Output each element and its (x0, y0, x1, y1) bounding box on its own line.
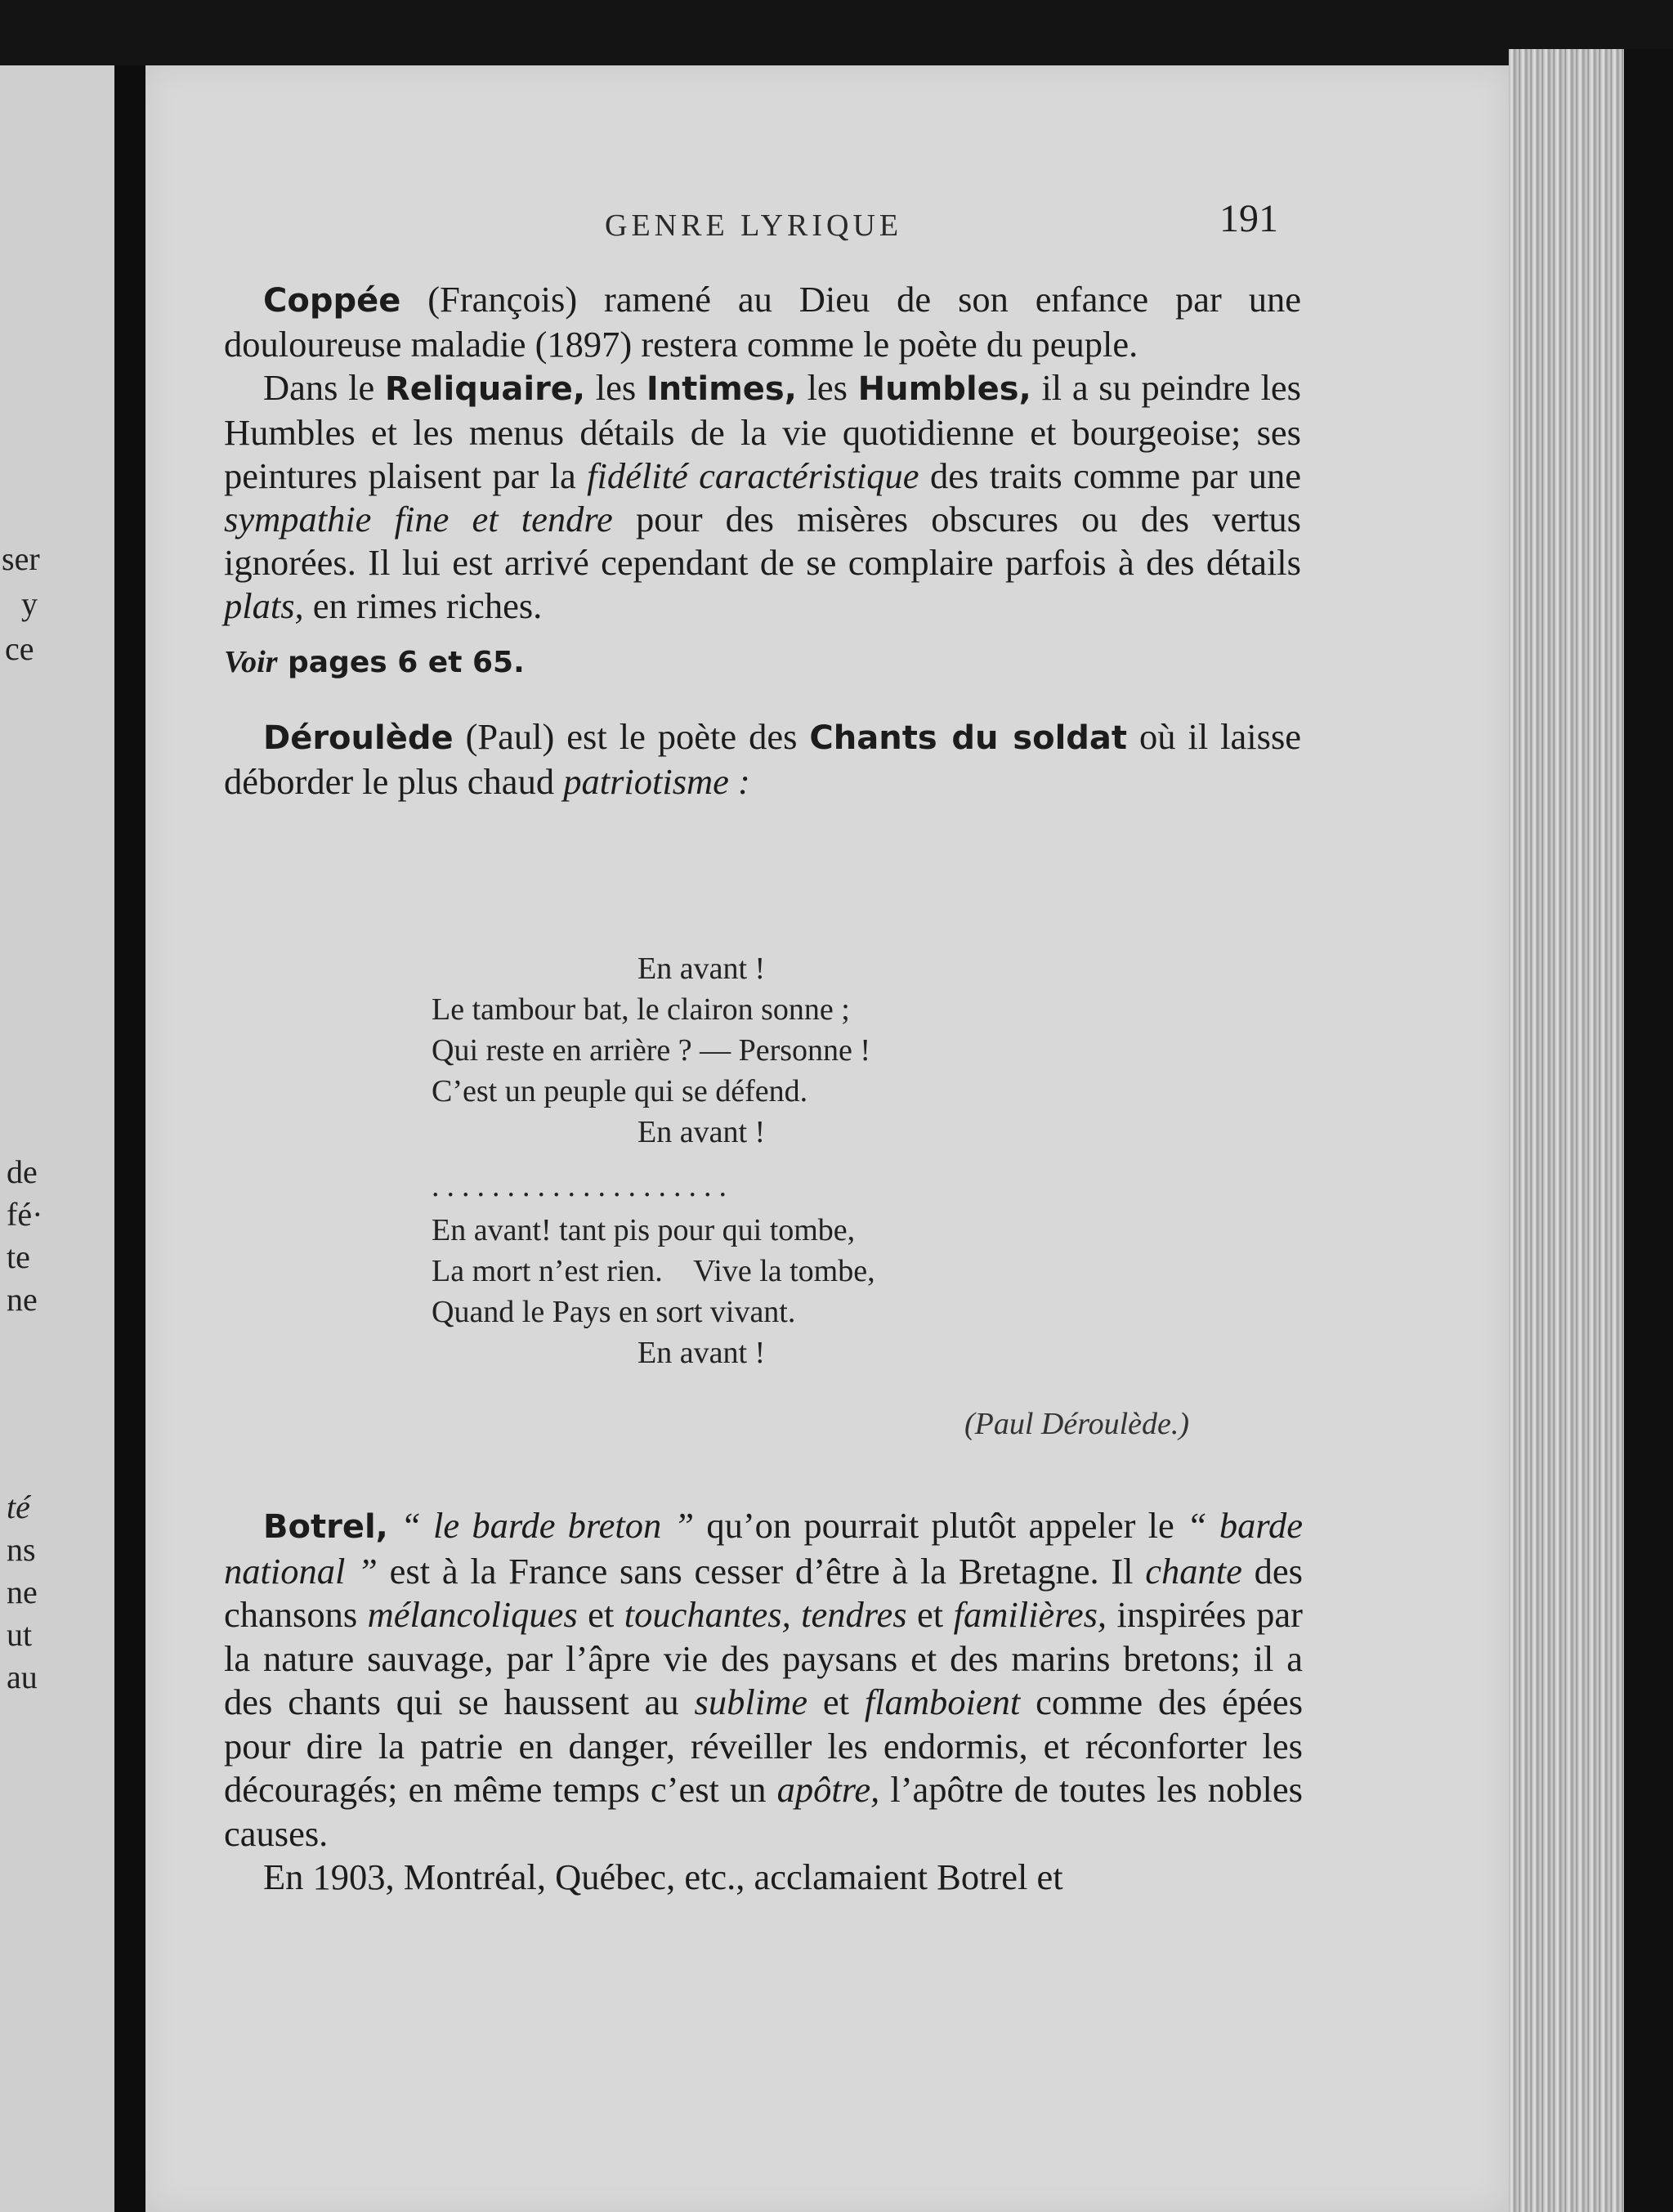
book-cover-edge (1624, 49, 1673, 2212)
emphasis: plats, (224, 585, 304, 626)
author-name: Botrel, (263, 1508, 388, 1546)
voir-pages: pages 6 et 65. (277, 646, 525, 679)
text-run: et (906, 1594, 954, 1635)
text-run: et (577, 1594, 624, 1635)
emphasis: fidélité caractéristique (587, 455, 919, 496)
author-name: Déroulède (263, 719, 454, 757)
emphasis: flamboient (864, 1681, 1021, 1722)
text-run: où il laisse déborder le plus chaud (224, 716, 1302, 802)
body-text-top (224, 278, 1301, 804)
text-run: (François) ramené au Dieu de son enfance par une douloureuse maladie (1897) restera comme le poète du peuple. (224, 279, 1301, 365)
scan-border-top (0, 0, 1673, 74)
poem-line: Le tambour bat, le clairon sonne ; (432, 992, 850, 1027)
left-fragment: au (7, 1659, 38, 1695)
emphasis: familières, (953, 1594, 1107, 1635)
work-title: Chants du soldat (809, 719, 1128, 757)
text-run: les (585, 367, 646, 408)
page-stack-edges (1509, 49, 1673, 2212)
text-run: est à la France sans cesser d’être à la Bretagne. Il (377, 1550, 1146, 1592)
left-fragment: ne (7, 1574, 38, 1610)
text-run: qu’on pourrait plutôt appeler le (694, 1505, 1187, 1546)
paragraph-deroulede (224, 715, 1301, 804)
text-run: inspirées par la nature sauvage, par l’âpre vie des paysans et des marins bretons; il a des chants qui se haussent au (224, 1594, 1303, 1722)
body-text-bottom (224, 1504, 1303, 1900)
ellipsis-row: .................... (432, 1169, 734, 1203)
left-fragment: de (7, 1153, 38, 1190)
poem-line: C’est un peuple qui se défend. (432, 1074, 808, 1108)
poem-line: En avant ! (637, 1336, 766, 1370)
work-title: Humbles, (857, 370, 1031, 408)
book-gutter (114, 65, 145, 2212)
text-run: Dans le (263, 367, 385, 408)
text-run: et (807, 1681, 865, 1722)
emphasis: mélancoliques (367, 1594, 578, 1635)
poem-line: En avant ! (637, 1115, 766, 1149)
text-run: en rimes riches. (303, 585, 543, 626)
text-run: des chansons (224, 1550, 1303, 1635)
poem-line: Qui reste en arrière ? — Personne ! (432, 1033, 871, 1068)
left-fragment: ne (7, 1281, 38, 1318)
emphasis: “ le barde breton ” (400, 1505, 695, 1546)
left-fragment: ce (5, 630, 34, 667)
voir-label: Voir (224, 645, 278, 679)
work-title: Intimes, (646, 370, 797, 408)
left-fragment: ns (7, 1531, 36, 1568)
text-run: pour des misères obscures ou des vertus ignorées. Il lui est arrivé cependant de se complaire parfois à des détails (224, 499, 1301, 583)
poem-line: En avant! tant pis pour qui tombe, (432, 1213, 856, 1247)
emphasis: sublime (694, 1681, 807, 1722)
paragraph-coppee-works (224, 366, 1301, 628)
paragraph-last-line: En 1903, Montréal, Québec, etc., acclamaient Botrel et (263, 1856, 1063, 1897)
text-run: comme des épées pour dire la patrie en danger, réveiller les endormis, et réconforter les découragés; en même temps c’est un (224, 1681, 1304, 1810)
cross-reference (224, 641, 1301, 684)
left-page-edge (0, 65, 114, 2212)
paragraph-botrel (224, 1504, 1303, 1856)
work-title: Reliquaire, (384, 370, 586, 408)
left-fragment: fé· (7, 1196, 43, 1233)
left-fragment: y (21, 585, 38, 622)
left-fragment: té (7, 1489, 30, 1525)
paragraph-coppee (224, 278, 1301, 366)
poem-line: En avant ! (637, 952, 766, 986)
left-fragment: ser (2, 540, 40, 577)
left-fragment: te (7, 1238, 30, 1275)
page-number: 191 (1219, 197, 1278, 240)
emphasis: apôtre, (776, 1769, 880, 1810)
text-run: l’apôtre de toutes les nobles causes. (224, 1769, 1303, 1854)
text-run: il a su peindre les Humbles et les menus détails de la vie quotidienne et bourgeoise; ses peintures plaisent par la (224, 367, 1302, 496)
text-run: (Paul) est le poète des (453, 716, 810, 757)
poem-attribution: (Paul Déroulède.) (964, 1407, 1190, 1441)
emphasis: sympathie fine et tendre (224, 499, 613, 540)
left-fragment: ut (7, 1616, 33, 1653)
poem-quote (432, 948, 1085, 1373)
author-name: Coppée (263, 282, 401, 320)
emphasis: chante (1145, 1550, 1242, 1592)
poem-line: Quand le Pays en sort vivant. (432, 1295, 796, 1329)
emphasis: touchantes, tendres (624, 1594, 907, 1635)
text-run: des traits comme par une (919, 455, 1301, 496)
emphasis: patriotisme : (563, 761, 750, 802)
emphasis: “ barde national ” (224, 1505, 1304, 1592)
text-run: les (796, 367, 858, 408)
poem-line: La mort n’est rien. Vive la tombe, (432, 1254, 875, 1288)
running-head: GENRE LYRIQUE (605, 208, 903, 243)
